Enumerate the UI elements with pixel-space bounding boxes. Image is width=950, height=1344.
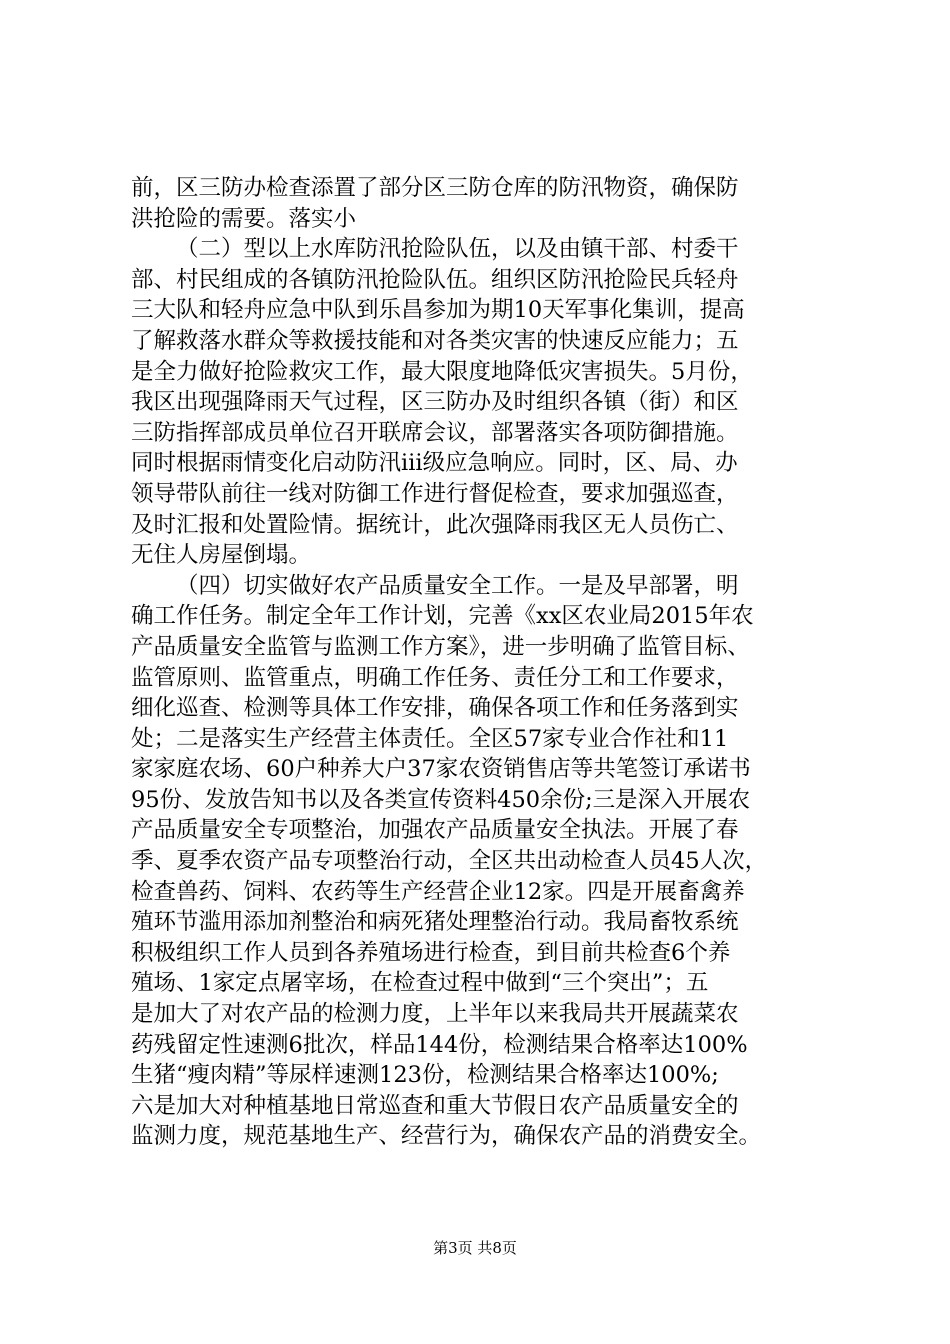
text-line: 细化巡查、检测等具体工作安排，确保各项工作和任务落到实 [131, 695, 739, 722]
text-line: 监测力度，规范基地生产、经营行为，确保农产品的消费安全。 [131, 1123, 762, 1150]
text-line: 产品质量安全专项整治，加强农产品质量安全执法。开展了春 [131, 817, 739, 844]
document-body [131, 173, 831, 1152]
text-line: 三防指挥部成员单位召开联席会议，部署落实各项防御措施。 [131, 419, 739, 446]
text-line: 洪抢险的需要。落实小 [131, 205, 357, 232]
text-line: 检查兽药、饲料、农药等生产经营企业12家。四是开展畜禽养 [131, 878, 745, 905]
text-line: 药残留定性速测6批次，样品144份，检测结果合格率达100% [131, 1031, 748, 1058]
text-line: 确工作任务。制定全年工作计划，完善《xx区农业局2015年农 [131, 603, 754, 630]
text-line: 季、夏季农资产品专项整治行动，全区共出动检查人员45人次， [131, 848, 768, 875]
text-line: 产品质量安全监管与监测工作方案》，进一步明确了监管目标、 [131, 633, 750, 660]
text-line: 95份、发放告知书以及各类宣传资料450余份;三是深入开展农 [131, 786, 751, 813]
text-line: 了解救落水群众等救援技能和对各类灾害的快速反应能力；五 [131, 327, 739, 354]
text-line: 前，区三防办检查添置了部分区三防仓库的防汛物资，确保防 [131, 175, 739, 201]
text-line: 六是加大对种植基地日常巡查和重大节假日农产品质量安全的 [131, 1092, 739, 1119]
text-line: 积极组织工作人员到各养殖场进行检查，到目前共检查6个养 [131, 939, 731, 966]
text-line: 生猪“瘦肉精”等尿样速测123份，检测结果合格率达100%; [131, 1062, 719, 1089]
text-line: 领导带队前往一线对防御工作进行督促检查，要求加强巡查， [131, 480, 739, 507]
text-line: 是加大了对农产品的检测力度，上半年以来我局共开展蔬菜农 [131, 1001, 739, 1028]
text-line: 监管原则、监管重点，明确工作任务、责任分工和工作要求， [131, 664, 739, 691]
page-number-footer: 第3页 共8页 [433, 1239, 517, 1257]
text-line: 部、村民组成的各镇防汛抢险队伍。组织区防汛抢险民兵轻舟 [131, 266, 739, 293]
text-line: 同时根据雨情变化启动防汛ⅲ级应急响应。同时，区、局、办 [131, 450, 738, 477]
text-line: 我区出现强降雨天气过程，区三防办及时组织各镇（街）和区 [131, 389, 739, 416]
text-line: 处；二是落实生产经营主体责任。全区57家专业合作社和11 [131, 725, 729, 752]
text-line: 殖场、1家定点屠宰场，在检查过程中做到“三个突出”；五 [131, 970, 709, 997]
text-line: 殖环节滥用添加剂整治和病死猪处理整治行动。我局畜牧系统 [131, 909, 739, 936]
text-line: 及时汇报和处置险情。据统计，此次强降雨我区无人员伤亡、 [131, 511, 739, 538]
text-line: 无住人房屋倒塌。 [131, 542, 312, 569]
text-line: 是全力做好抢险救灾工作，最大限度地降低灾害损失。5月份， [131, 358, 753, 385]
text-line: 三大队和轻舟应急中队到乐昌参加为期10天军事化集训，提高 [131, 297, 745, 324]
paragraph-start-line: （四）切实做好农产品质量安全工作。一是及早部署，明 [176, 572, 739, 599]
paragraph-start-line: （二）型以上水库防汛抢险队伍，以及由镇干部、村委干 [176, 236, 739, 263]
text-line: 家家庭农场、60户种养大户37家农资销售店等共笔签订承诺书 [131, 756, 751, 783]
